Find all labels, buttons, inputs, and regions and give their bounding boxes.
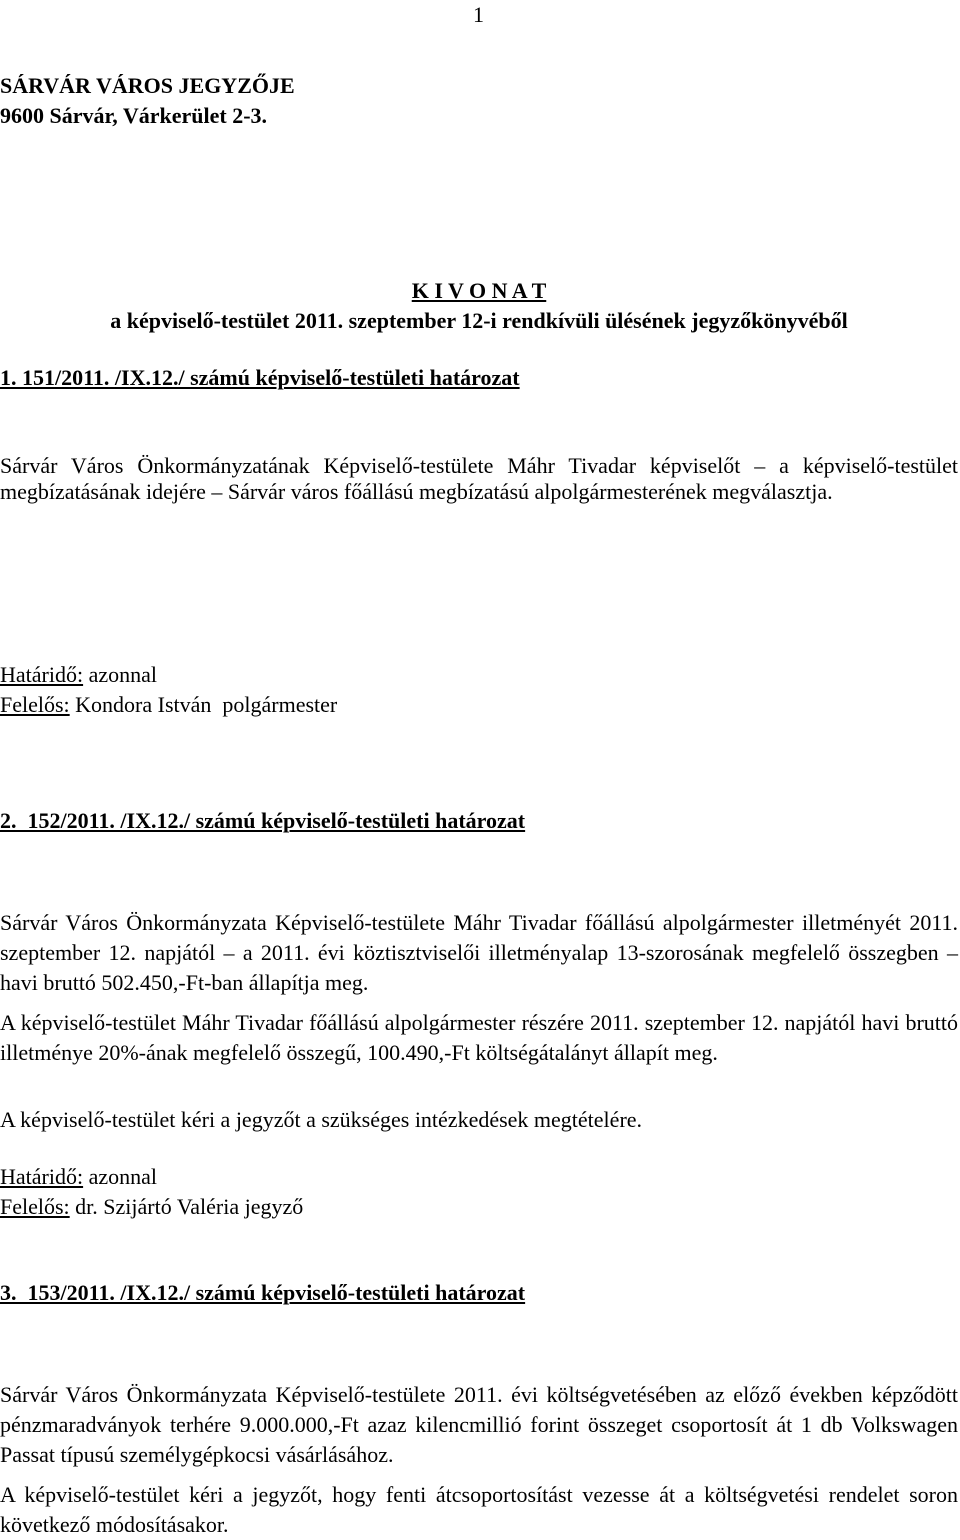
resolution-2-deadline — [0, 1164, 958, 1190]
resolution-heading: 1. 151/2011. /IX.12./ számú képviselő-testületi határozat — [0, 365, 520, 390]
resolution-3-heading — [0, 1280, 958, 1306]
resolution-1-deadline — [0, 662, 958, 688]
deadline-label: Határidő: — [0, 662, 84, 687]
resolution-1-responsible — [0, 692, 958, 718]
resolution-2-text-1: Sárvár Város Önkormányzata Képviselő-testülete Máhr Tivadar főállású alpolgármester illetményét 2011. szeptember 12. napjától – a 2011. évi köztisztviselői illetményalap 13-szorosának megfelelő összegben – havi bruttó 502.450,-Ft-ban állapítja meg. — [0, 910, 958, 995]
resolution-3-text-2: A képviselő-testület kéri a jegyzőt, hogy fenti átcsoportosítást vezesse át a költségvetési rendelet soron következő módosításakor. — [0, 1482, 958, 1537]
resolution-heading: 3. 153/2011. /IX.12./ számú képviselő-testületi határozat — [0, 1280, 526, 1305]
document-subtitle: a képviselő-testület 2011. szeptember 12-i rendkívüli ülésének jegyzőkönyvéből — [110, 308, 848, 333]
resolution-1-heading — [0, 365, 958, 391]
resolution-heading: 2. 152/2011. /IX.12./ számú képviselő-testületi határozat — [0, 808, 526, 833]
issuer-address: 9600 Sárvár, Várkerület 2-3. — [0, 103, 268, 128]
resolution-2-heading — [0, 808, 958, 834]
kivonat-title: K I V O N A T — [411, 278, 547, 303]
responsible-label: Felelős: — [0, 1194, 70, 1219]
page-number: 1 — [473, 2, 484, 27]
document-title — [0, 278, 958, 304]
resolution-2-text-3: A képviselő-testület kéri a jegyzőt a szükséges intézkedések megtételére. — [0, 1107, 643, 1132]
responsible-value: Kondora István polgármester — [69, 692, 338, 717]
deadline-value: azonnal — [83, 662, 157, 687]
deadline-label: Határidő: — [0, 1164, 84, 1189]
resolution-2-responsible — [0, 1194, 958, 1220]
resolution-3-text-1: Sárvár Város Önkormányzata Képviselő-testülete 2011. évi költségvetésében az előző években képződött pénzmaradványok terhére 9.000.000,-Ft azaz kilencmillió forint összeget csoportosít át 1 db Volkswagen Passat típusú személygépkocsi vásárlásához. — [0, 1382, 958, 1467]
issuer-name: SÁRVÁR VÁROS JEGYZŐJE — [0, 73, 295, 98]
responsible-value: dr. Szijártó Valéria jegyző — [69, 1194, 304, 1219]
responsible-label: Felelős: — [0, 692, 70, 717]
deadline-value: azonnal — [83, 1164, 157, 1189]
resolution-2-text-2: A képviselő-testület Máhr Tivadar főállású alpolgármester részére 2011. szeptember 12. napjától havi bruttó illetménye 20%-ának megfelelő összegű, 100.490,-Ft költségátalányt állapít meg. — [0, 1010, 958, 1065]
resolution-1-text: Sárvár Város Önkormányzatának Képviselő-testülete Máhr Tivadar képviselőt – a képviselő-testület megbízatásának idejére – Sárvár város főállású megbízatású alpolgármesterének megválasztja. — [0, 453, 958, 504]
